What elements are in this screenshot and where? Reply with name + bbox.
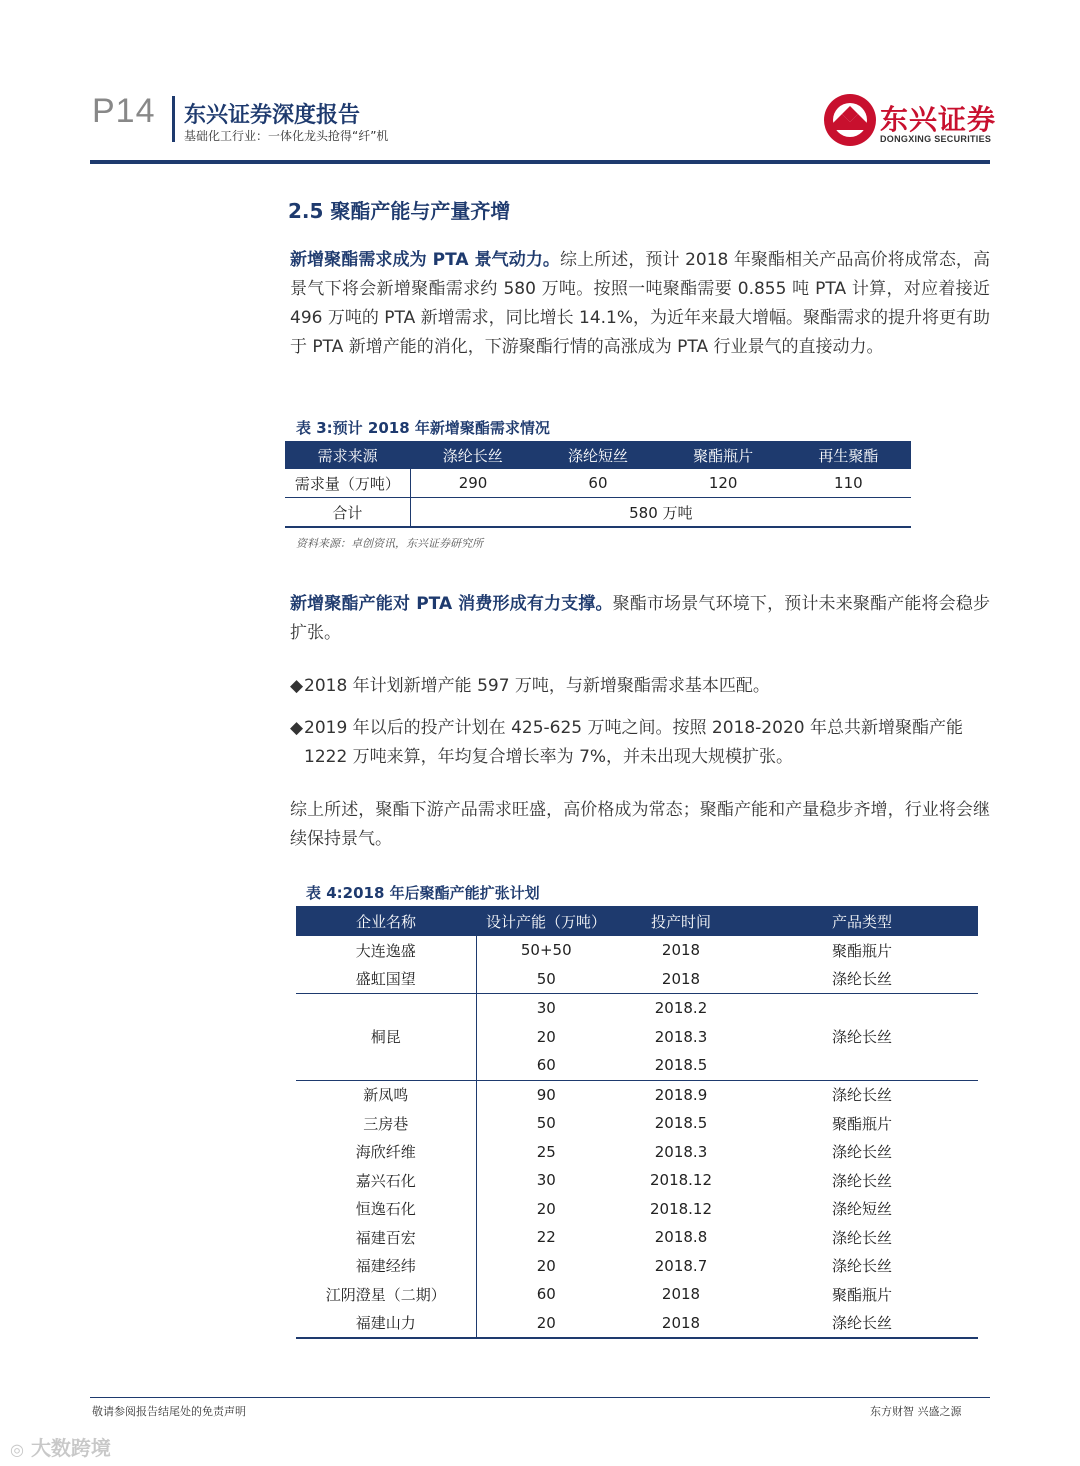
table-cell: 90 [536,1085,556,1104]
table-cell: 290 [410,469,535,498]
bullet-text: 2019 年以后的投产计划在 425-625 万吨之间。按照 2018-2020 年总共新增聚酯产能 1222 万吨来算，年均复合增长率为 7%，并未出现大规模扩张。 [304,718,963,767]
table-cell: 涤纶短丝 [831,1200,892,1219]
footer-slogan: 东方财智 兴盛之源 [870,1405,962,1418]
table-cell: 涤纶长丝 [831,1257,892,1276]
diamond-bullet-icon: ◆ [290,718,304,738]
table-cell: 聚酯瓶片 [831,1114,892,1133]
table-row [296,1109,978,1138]
table-cell: 大连逸盛 [296,936,476,965]
table-cell: 20 [536,1199,556,1218]
table-cell: 涤纶长丝 [746,994,978,1081]
table-cell: 聚酯瓶片 [831,941,892,960]
table-cell: 2018.3 [654,1142,708,1161]
footer-rule [90,1397,990,1398]
table-cell: 涤纶长丝 [746,965,978,994]
watermark-text: 大数跨境 [30,1436,111,1460]
table-cell: 30 [536,1171,556,1190]
table-cell: 2018 [616,1309,746,1339]
table-cell: 涤纶长丝 [746,1309,978,1339]
table-cell: 50 [476,965,616,994]
table-cell: 2018 [616,965,746,994]
table-cell: 120 [661,469,786,498]
table-header: 涤纶短丝 [535,441,660,469]
table-row [296,1309,978,1339]
table-row [285,469,911,498]
table-cell: 2018.5 [616,1051,746,1080]
table-cell: 20 [476,1309,616,1339]
paragraph-lead: 新增聚酯需求成为 PTA 景气动力。 [290,250,560,270]
table-cell: 2018.2 [654,999,708,1018]
table-cell: 2018.9 [654,1085,708,1104]
table-row [296,936,978,965]
table-cell: 60 [476,1051,616,1080]
table-cell: 2018.5 [654,1114,708,1133]
table-cell: 福建经纬 [296,1252,476,1281]
table-cell: 福建百宏 [296,1223,476,1252]
table-cell: 20 [536,1027,556,1046]
report-subtitle: 基础化工行业：一体化龙头抢得“纤”机 [184,129,389,143]
table-cell: 2018.8 [654,1228,708,1247]
table-cell: 涤纶长丝 [831,1143,892,1162]
table-row [296,1138,978,1167]
table-cell: 60 [536,1285,556,1304]
footer-disclaimer: 敬请参阅报告结尾处的免责声明 [92,1405,246,1418]
bullet-item [290,672,990,701]
table-row [296,1166,978,1195]
table-header: 聚酯瓶片 [661,441,786,469]
table-cell: 580 万吨 [410,498,911,528]
table-cell: 三房巷 [296,1109,476,1138]
table-cell: 福建山力 [296,1309,476,1339]
table-row [296,1080,978,1109]
logo-text-cn: 东兴证券 [880,103,997,136]
table-cell: 涤纶长丝 [831,1228,892,1247]
table-cell: 50+50 [520,941,572,960]
table4-caption: 表 4:2018 年后聚酯产能扩张计划 [306,884,540,902]
capacity-plan-table [296,906,978,1339]
bullet-item [290,714,990,772]
table-header: 企业名称 [296,906,476,936]
paragraph-summary: 综上所述，聚酯下游产品需求旺盛，高价格成为常态；聚酯产能和产量稳步齐增，行业将会继续保持景气。 [290,800,990,849]
paragraph-demand [290,246,990,362]
table-cell: 22 [536,1228,556,1247]
dongxing-logo-icon [822,92,878,148]
table-row [296,1223,978,1252]
header-divider [172,96,175,142]
bullet-text: 2018 年计划新增产能 597 万吨，与新增聚酯需求基本匹配。 [304,676,770,696]
paragraph-body: 聚酯市场景气环境下，预计未来聚酯产能将会稳步扩张。 [290,594,990,643]
paragraph-lead: 新增聚酯产能对 PTA 消费形成有力支撑。 [290,594,613,614]
table-row [296,1280,978,1309]
table-cell: 需求量（万吨） [285,469,410,498]
table-cell: 110 [786,469,911,498]
table-cell: 2018 [661,941,701,960]
table3-source: 资料来源：卓创资讯，东兴证券研究所 [296,537,483,550]
page-number: P14 [92,92,156,130]
table-cell: 2018.12 [649,1171,713,1190]
table-header: 设计产能（万吨） [476,906,616,936]
table-cell: 2018.3 [654,1027,708,1046]
table-cell: 盛虹国望 [296,965,476,994]
table-cell: 25 [536,1142,556,1161]
paragraph-capacity [290,590,990,648]
table-header: 产品类型 [746,906,978,936]
table-row [296,1252,978,1281]
table-cell: 50 [536,1114,556,1133]
watermark [10,1432,111,1461]
table-cell: 60 [535,469,660,498]
header-rule [90,160,990,164]
table-cell: 江阴澄星（二期） [296,1280,476,1309]
table-header: 投产时间 [616,906,746,936]
table-cell: 2018 [661,1285,701,1304]
table-cell: 聚酯瓶片 [831,1285,892,1304]
table-row [285,498,911,528]
table-cell: 合计 [285,498,410,528]
table-cell: 恒逸石化 [296,1195,476,1224]
section-title: 2.5 聚酯产能与产量齐增 [288,199,511,223]
table-cell: 2018.7 [654,1256,708,1275]
demand-table [285,441,911,528]
paragraph-body: 综上所述，预计 2018 年聚酯相关产品高价将成常态，高景气下将会新增聚酯需求约 580 万吨。按照一吨聚酯需要 0.855 吨 PTA 计算，对应着接近 496 万吨的 PTA 新增需求，同比增长 14.1%，为近年来最大增幅。聚酯需求的提升将更有助于 PTA 新增产能的消化，下游聚酯行情的高涨成为 PTA 行业景气的直接动力。 [290,250,991,357]
table-row [296,965,978,994]
watermark-logo-icon: ◎ [10,1440,24,1459]
table3-caption: 表 3:预计 2018 年新增聚酯需求情况 [296,419,550,437]
table-cell: 嘉兴石化 [296,1166,476,1195]
table-cell: 30 [536,999,556,1018]
logo-text-en: DONGXING SECURITIES [880,134,992,144]
table-cell: 涤纶长丝 [831,1171,892,1190]
table-header: 涤纶长丝 [410,441,535,469]
table-header: 再生聚酯 [786,441,911,469]
table-header: 需求来源 [285,441,410,469]
report-title: 东兴证券深度报告 [184,103,361,128]
table-cell: 桐昆 [296,994,476,1081]
table-cell: 海欣纤维 [296,1138,476,1167]
table-cell: 涤纶长丝 [831,1086,892,1105]
diamond-bullet-icon: ◆ [290,676,304,696]
table-cell: 20 [536,1256,556,1275]
table-row [296,994,978,1023]
table-cell: 新凤鸣 [296,1080,476,1109]
table-row [296,1195,978,1224]
table-cell: 2018.12 [649,1199,713,1218]
